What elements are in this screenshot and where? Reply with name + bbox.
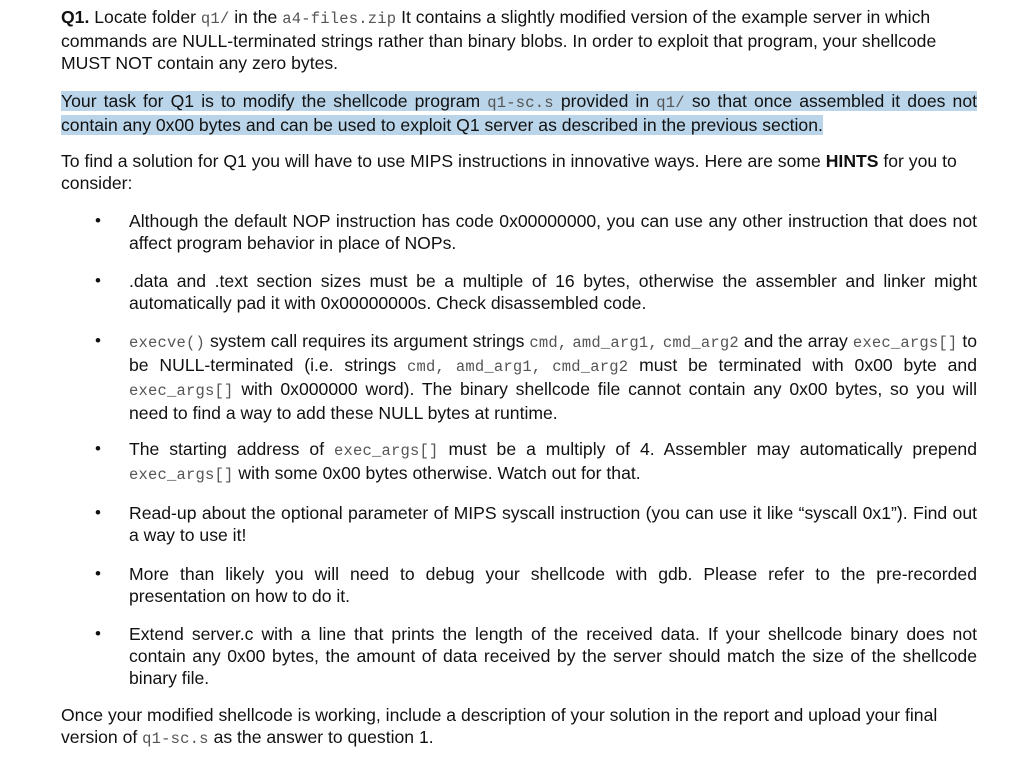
q1-sc-code: q1-sc.s (487, 94, 554, 112)
exec-args-code: exec_args[] (129, 466, 234, 484)
hint-text-1: Although the default NOP instruction has code 0x00000000, you can use any other instruction that does not affect program behavior in place of NOPs. (129, 211, 977, 253)
hints-bold: HINTS (825, 151, 879, 171)
exec-args-code: exec_args[] (334, 442, 439, 460)
bullet-icon: • (95, 624, 101, 643)
cmd-arg2-code: cmd_arg2 (552, 358, 629, 376)
task-folder-code: q1/ (656, 94, 685, 112)
hint-4-text-part: The starting address of (129, 439, 335, 459)
bullet-icon: • (95, 211, 101, 230)
exec-args-code: exec_args[] (129, 382, 234, 400)
hint-text-5: Read-up about the optional parameter of MIPS syscall instruction (you can use it like “syscall 0x1”). Find out a way to use it! (129, 503, 977, 545)
hint-text-4 (129, 438, 977, 486)
cmd-arg2-code: cmd_arg2 (662, 334, 739, 352)
exec-args-code: exec_args[] (852, 334, 958, 352)
bullet-icon: • (95, 271, 101, 290)
hint-text-2: .data and .text section sizes must be a multiple of 16 bytes, otherwise the assembler and linker might automatically pad it with 0x00000000s. Check disassembled code. (129, 271, 977, 313)
execve-code: execve() (129, 334, 206, 352)
bullet-icon: • (95, 439, 101, 458)
task-text-2: provided in (553, 91, 657, 111)
q1-intro-paragraph (61, 6, 977, 74)
amd-arg1-code: amd_arg1, (455, 358, 542, 376)
hint-text-3 (129, 330, 977, 424)
cmd-code: cmd, (407, 358, 446, 376)
q1-intro-text-1: Locate folder (89, 7, 201, 27)
hints-intro-text-1: To find a solution for Q1 you will have to use MIPS instructions in innovative ways. Here are some (61, 151, 826, 171)
bullet-icon: • (95, 564, 101, 583)
hint-3-text-part: with 0x000000 word). The binary shellcode file cannot contain any 0x00 bytes, so you will need to find a way to add these NULL bytes at runtime. (129, 379, 977, 423)
hint-4-text-part: with some 0x00 bytes otherwise. Watch out for that. (233, 463, 641, 483)
bullet-icon: • (95, 331, 101, 350)
cmd-code: cmd, (529, 334, 568, 352)
hint-3-text-part: to be NULL-terminated (i.e. strings (129, 331, 978, 375)
q1-intro-text-2: in the (229, 7, 283, 27)
task-text-3: so that once assembled it does not contain any 0x00 bytes and can be used to exploit Q1 server as described in the previous section. (61, 91, 977, 135)
hints-intro-text-2: for you to consider: (61, 151, 957, 193)
closing-text-2: as the answer to question 1. (208, 727, 434, 747)
task-text-1: Your task for Q1 is to modify the shellcode program (61, 91, 488, 111)
hint-text-6: More than likely you will need to debug your shellcode with gdb. Please refer to the pre-recorded presentation on how to do it. (129, 564, 977, 606)
hint-3-text-part: and the array (738, 331, 853, 351)
hint-3-text-part: system call requires its argument strings (205, 331, 530, 351)
bullet-icon: • (95, 503, 101, 522)
task-highlight (61, 91, 977, 135)
amd-arg1-code: amd_arg1, (572, 334, 658, 352)
q1-folder-code: q1/ (200, 10, 230, 28)
q1-sc-code: q1-sc.s (142, 730, 209, 748)
closing-text-1: Once your modified shellcode is working, include a description of your solution in the report and upload your final version of (61, 705, 938, 747)
q1-intro-text-3: It contains a slightly modified version of the example server in which commands are NULL-terminated strings rather than binary blobs. In order to exploit that program, your shellcode MUST NOT contain any zero bytes. (61, 7, 937, 73)
hint-text-7: Extend server.c with a line that prints the length of the received data. If your shellcode binary does not contain any 0x00 bytes, the amount of data received by the server should match the size of the shellcode binary file. (129, 624, 977, 688)
closing-paragraph (61, 704, 977, 750)
task-paragraph (61, 90, 977, 136)
hint-4-text-part: must be a multiply of 4. Assembler may automatically prepend (438, 439, 977, 459)
q1-label: Q1. (61, 7, 90, 27)
hints-intro-paragraph (61, 150, 977, 194)
a4-files-code: a4-files.zip (282, 10, 397, 28)
hint-3-text-part: must be terminated with 0x00 byte and (628, 355, 977, 375)
